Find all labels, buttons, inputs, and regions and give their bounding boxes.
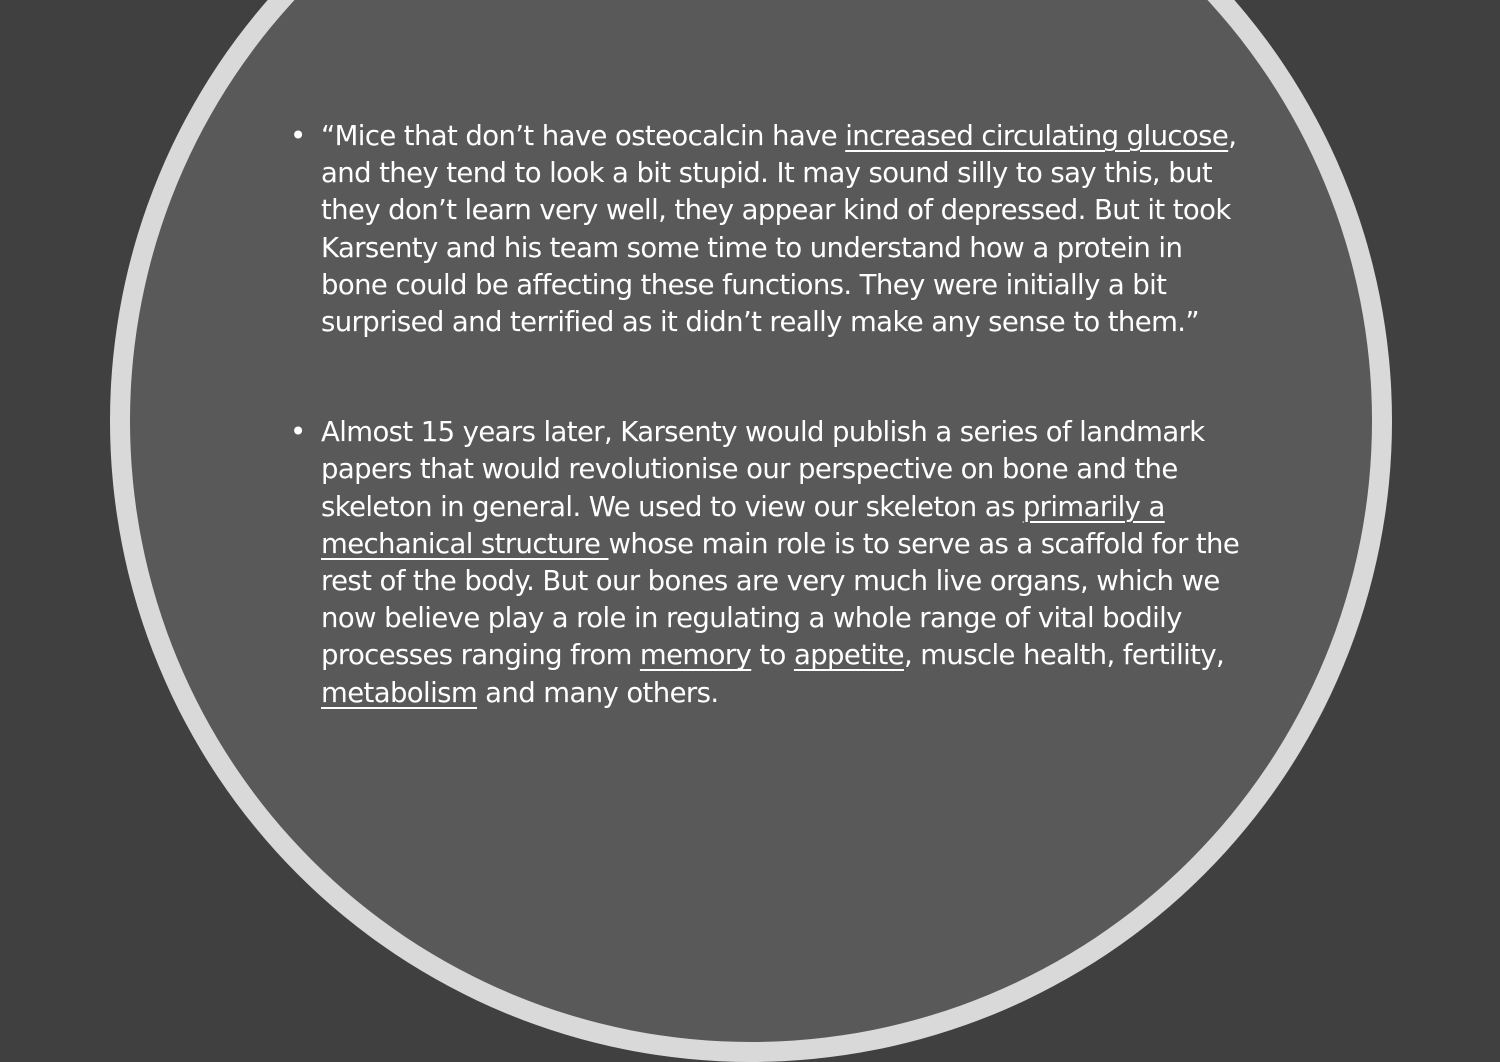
bullet-text [321,414,1250,712]
bullet-dot-icon: • [290,120,306,152]
text-run: to [751,639,794,672]
text-run: , muscle health, fertility, [903,639,1225,672]
text-run: whose main role is to serve as a scaffold for the rest of the body. But our bones are very much live organs, which we now believe play a role in regulating a whole range of vital bodily processes ranging from [321,527,1240,672]
link-memory[interactable]: memory [639,639,752,672]
bullet-item-osteocalcin-quote [290,118,1250,341]
text-run: , and they tend to look a bit stupid. It may sound silly to say this, but they don’t learn very well, they appear kind of depressed. But it took Karsenty and his team some time to understand how a protein in bone could be affecting these functions. They were initially a bit surprised and terrified as it didn’t really make any sense to them.” [321,120,1237,339]
bullet-item-karsenty-papers [290,414,1250,712]
link-appetite[interactable]: appetite [793,639,904,672]
bullet-dot-icon: • [290,416,306,449]
bullet-text [321,118,1250,341]
slide-content [290,118,1250,712]
text-run: and many others. [477,676,719,709]
text-run: Almost 15 years later, Karsenty would publish a series of landmark papers that would revolutionise our perspective on bone and the skeleton in general. We used to view our skeleton as [321,416,1205,523]
link-primarily-a-mechanical-structure[interactable]: primarily a mechanical structure [321,490,1165,560]
link-increased-circulating-glucose[interactable]: increased circulating glucose [845,120,1229,152]
text-run: “Mice that don’t have osteocalcin have [321,120,846,152]
link-metabolism[interactable]: metabolism [321,676,478,709]
